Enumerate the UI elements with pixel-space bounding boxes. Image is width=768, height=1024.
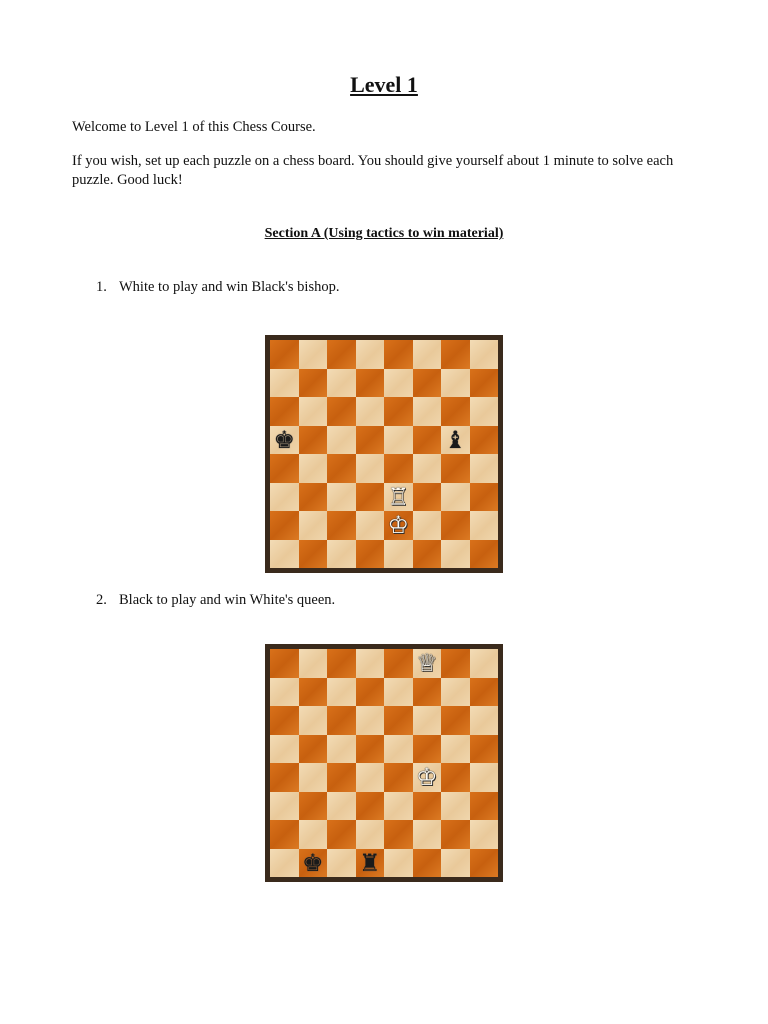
square-e3	[384, 483, 413, 512]
square-d3	[356, 792, 385, 821]
square-f3	[413, 792, 442, 821]
square-c2	[327, 820, 356, 849]
black-king-icon: ♚	[301, 848, 324, 877]
square-g3	[441, 483, 470, 512]
square-c2	[327, 511, 356, 540]
square-e5	[384, 735, 413, 764]
square-f4	[413, 454, 442, 483]
square-h5	[470, 735, 499, 764]
square-h1	[470, 540, 499, 569]
square-c1	[327, 849, 356, 878]
square-a2	[270, 511, 299, 540]
square-g8	[441, 649, 470, 678]
square-b2	[299, 511, 328, 540]
square-b1	[299, 849, 328, 878]
square-h3	[470, 792, 499, 821]
square-h5	[470, 426, 499, 455]
square-g3	[441, 792, 470, 821]
square-f7	[413, 369, 442, 398]
square-g4	[441, 763, 470, 792]
square-d5	[356, 426, 385, 455]
square-b6	[299, 706, 328, 735]
square-c8	[327, 649, 356, 678]
square-d5	[356, 735, 385, 764]
white-rook-icon: ♖	[387, 482, 409, 511]
square-d7	[356, 369, 385, 398]
square-b5	[299, 735, 328, 764]
square-g5	[441, 426, 470, 455]
square-e6	[384, 397, 413, 426]
square-f6	[413, 706, 442, 735]
square-f8	[413, 340, 442, 369]
square-d3	[356, 483, 385, 512]
square-c6	[327, 706, 356, 735]
square-f5	[413, 735, 442, 764]
square-c3	[327, 792, 356, 821]
square-a8	[270, 649, 299, 678]
square-e3	[384, 792, 413, 821]
board-grid	[270, 649, 498, 877]
square-a2	[270, 820, 299, 849]
square-d2	[356, 511, 385, 540]
square-g6	[441, 706, 470, 735]
square-c5	[327, 426, 356, 455]
square-d8	[356, 649, 385, 678]
square-a8	[270, 340, 299, 369]
square-c4	[327, 763, 356, 792]
black-bishop-icon: ♝	[444, 425, 466, 454]
board-grid	[270, 340, 498, 568]
square-a6	[270, 397, 299, 426]
puzzle-text: White to play and win Black's bishop.	[119, 279, 340, 295]
square-g1	[441, 540, 470, 569]
square-c3	[327, 483, 356, 512]
instructions-paragraph: If you wish, set up each puzzle on a chess board. You should give yourself about 1 minute to solve each puzzle. Good luck!	[72, 153, 674, 188]
section-heading: Section A (Using tactics to win material)	[264, 226, 504, 241]
square-g7	[441, 369, 470, 398]
intro-paragraph: Welcome to Level 1 of this Chess Course.	[72, 119, 316, 135]
square-h1	[470, 849, 499, 878]
square-b1	[299, 540, 328, 569]
square-h6	[470, 397, 499, 426]
square-d7	[356, 678, 385, 707]
square-e2	[384, 820, 413, 849]
white-queen-icon: ♕	[415, 649, 438, 678]
puzzle-number: 1.	[96, 279, 107, 295]
square-g6	[441, 397, 470, 426]
square-a6	[270, 706, 299, 735]
square-g4	[441, 454, 470, 483]
chess-board-2	[265, 644, 503, 882]
puzzle-number: 2.	[96, 592, 107, 608]
square-h3	[470, 483, 499, 512]
square-b8	[299, 649, 328, 678]
square-e7	[384, 369, 413, 398]
square-e4	[384, 454, 413, 483]
square-a3	[270, 792, 299, 821]
square-a3	[270, 483, 299, 512]
square-d6	[356, 397, 385, 426]
square-b4	[299, 763, 328, 792]
square-b3	[299, 792, 328, 821]
square-c5	[327, 735, 356, 764]
square-d8	[356, 340, 385, 369]
square-e6	[384, 706, 413, 735]
square-a4	[270, 454, 299, 483]
square-e8	[384, 340, 413, 369]
square-c7	[327, 369, 356, 398]
square-h4	[470, 454, 499, 483]
square-f8	[413, 649, 442, 678]
square-a7	[270, 678, 299, 707]
square-f1	[413, 849, 442, 878]
square-c4	[327, 454, 356, 483]
square-f1	[413, 540, 442, 569]
square-b8	[299, 340, 328, 369]
square-f2	[413, 820, 442, 849]
square-f7	[413, 678, 442, 707]
square-d4	[356, 763, 385, 792]
square-g1	[441, 849, 470, 878]
puzzle-text: Black to play and win White's queen.	[119, 592, 336, 608]
white-king-icon: ♔	[415, 763, 438, 792]
square-h2	[470, 820, 499, 849]
square-c6	[327, 397, 356, 426]
square-a5	[270, 735, 299, 764]
square-h7	[470, 678, 499, 707]
square-b2	[299, 820, 328, 849]
square-d2	[356, 820, 385, 849]
square-a4	[270, 763, 299, 792]
square-d1	[356, 849, 385, 878]
square-e1	[384, 540, 413, 569]
square-b5	[299, 426, 328, 455]
square-h8	[470, 340, 499, 369]
chess-board-1	[265, 335, 503, 573]
square-e8	[384, 649, 413, 678]
square-e4	[384, 763, 413, 792]
square-f3	[413, 483, 442, 512]
square-e5	[384, 426, 413, 455]
square-b3	[299, 483, 328, 512]
square-g2	[441, 511, 470, 540]
square-h6	[470, 706, 499, 735]
square-f5	[413, 426, 442, 455]
square-h8	[470, 649, 499, 678]
square-g8	[441, 340, 470, 369]
square-h7	[470, 369, 499, 398]
square-e2	[384, 511, 413, 540]
square-h4	[470, 763, 499, 792]
page-title: Level 1	[350, 72, 418, 97]
square-b7	[299, 678, 328, 707]
black-king-icon: ♚	[273, 425, 295, 454]
square-f2	[413, 511, 442, 540]
puzzle-2-prompt	[96, 591, 335, 610]
square-c1	[327, 540, 356, 569]
square-c7	[327, 678, 356, 707]
square-h2	[470, 511, 499, 540]
square-b6	[299, 397, 328, 426]
square-d1	[356, 540, 385, 569]
square-a5	[270, 426, 299, 455]
puzzle-1-prompt	[96, 278, 339, 297]
square-g5	[441, 735, 470, 764]
white-king-icon: ♔	[387, 511, 409, 540]
square-a7	[270, 369, 299, 398]
black-rook-icon: ♜	[358, 848, 381, 877]
square-d6	[356, 706, 385, 735]
square-b7	[299, 369, 328, 398]
square-a1	[270, 540, 299, 569]
square-e1	[384, 849, 413, 878]
square-c8	[327, 340, 356, 369]
square-e7	[384, 678, 413, 707]
square-g7	[441, 678, 470, 707]
square-f4	[413, 763, 442, 792]
square-d4	[356, 454, 385, 483]
square-g2	[441, 820, 470, 849]
square-b4	[299, 454, 328, 483]
square-f6	[413, 397, 442, 426]
square-a1	[270, 849, 299, 878]
